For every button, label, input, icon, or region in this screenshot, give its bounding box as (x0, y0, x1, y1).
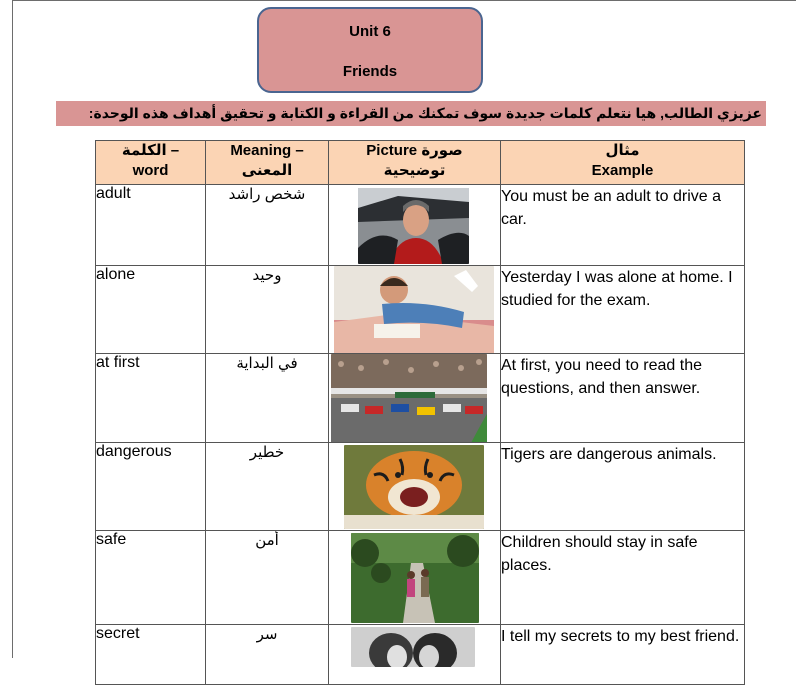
page-margin-line (12, 0, 13, 658)
example-cell: You must be an adult to drive a car. (501, 185, 745, 266)
meaning-cell: في البداية (206, 354, 329, 443)
car-race-photo (331, 354, 487, 443)
table-row (96, 443, 745, 531)
children-walking-photo (351, 533, 479, 623)
table-row (96, 266, 745, 354)
man-in-car-photo (358, 188, 469, 264)
header-example: مثال Example (501, 141, 745, 185)
word-cell: adult (96, 185, 206, 266)
meaning-cell: سر (206, 625, 329, 685)
boy-studying-photo (334, 266, 494, 354)
meaning-cell: وحيد (206, 266, 329, 354)
example-cell: Children should stay in safe places. (501, 531, 745, 625)
meaning-cell: أمن (206, 531, 329, 625)
girls-whispering-photo (351, 627, 475, 667)
unit-number: Unit 6 (349, 23, 391, 40)
intro-banner: عزيزي الطالب, هيا نتعلم كلمات جديدة سوف تمكنك من القراءة و الكتابة و تحقيق أهداف هذه الوحدة: (56, 101, 766, 126)
picture-cell (329, 625, 501, 685)
example-cell: I tell my secrets to my best friend. (501, 625, 745, 685)
picture-cell (329, 185, 501, 266)
unit-title: Friends (342, 63, 398, 80)
word-cell: secret (96, 625, 206, 685)
picture-cell (329, 443, 501, 531)
word-cell: safe (96, 531, 206, 625)
header-picture: Picture صورة توضيحية (329, 141, 501, 185)
table-header-row (96, 141, 745, 185)
example-cell: Tigers are dangerous animals. (501, 443, 745, 531)
table-row (96, 625, 745, 685)
example-cell: Yesterday I was alone at home. I studied for the exam. (501, 266, 745, 354)
picture-cell (329, 354, 501, 443)
tiger-photo (344, 445, 484, 529)
word-cell: alone (96, 266, 206, 354)
page-top-line (12, 0, 796, 1)
picture-cell (329, 531, 501, 625)
word-cell: at first (96, 354, 206, 443)
table-row (96, 354, 745, 443)
vocabulary-table (95, 140, 745, 685)
example-cell: At first, you need to read the questions, and then answer. (501, 354, 745, 443)
header-meaning: Meaning – المعنى (206, 141, 329, 185)
meaning-cell: خطير (206, 443, 329, 531)
picture-cell (329, 266, 501, 354)
meaning-cell: شخص راشد (206, 185, 329, 266)
word-cell: dangerous (96, 443, 206, 531)
table-row (96, 185, 745, 266)
table-row (96, 531, 745, 625)
unit-title-box (257, 7, 483, 93)
header-word: الكلمة – word (96, 141, 206, 185)
